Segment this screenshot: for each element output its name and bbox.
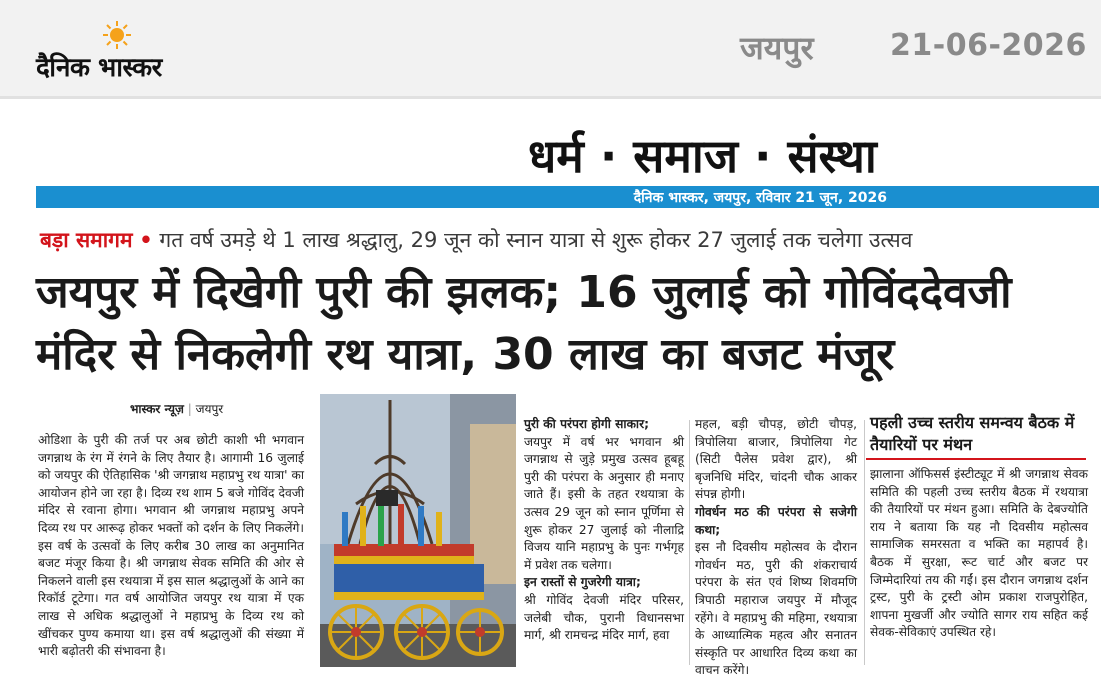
section-title: धर्म · समाज · संस्था <box>528 129 877 183</box>
sidebar-rule <box>866 458 1086 460</box>
article-column-3 <box>524 416 684 645</box>
byline-city: जयपुर <box>195 402 224 416</box>
column-4-text-2: इस नौ दिवसीय महोत्सव के दौरान गोवर्धन मठ, पुरी की शंकराचार्य परंपरा के संत एवं शिष्य शिवमणि त्रिपाठी महाराज जयपुर में मौजूद रहेंगे। वे महाप्रभु की महिमा, रथयात्रा के आध्यात्मिक महत्व और सनातन संस्कृति पर आधारित दिव्य कथा का वाचन करेंगे। <box>695 540 857 678</box>
headline: जयपुर में दिखेगी पुरी की झलक; 16 जुलाई को गोविंददेवजी मंदिर से निकलेगी रथ यात्रा, 30 लाख का बजट मंजूर <box>36 267 1012 380</box>
masthead-bar <box>0 0 1101 99</box>
chariot-image <box>320 394 516 667</box>
page-strip <box>36 186 1099 208</box>
byline-sep: | <box>187 402 196 416</box>
edition-city: जयपुर <box>740 29 814 67</box>
brand-name: दैनिक भास्कर <box>36 53 162 83</box>
column-4-text: महल, बड़ी चौपड़, छोटी चौपड़, त्रिपोलिया बाजार, त्रिपोलिया गेट (सिटी पैलेस प्रवेश द्वार), श्री बृजनिधि मंदिर, चांदनी चौक आकर संपन्न होगी। <box>695 417 857 502</box>
page-strip-text: दैनिक भास्कर, जयपुर, रविवार 21 जून, 2026 <box>633 190 887 206</box>
byline-source: भास्कर न्यूज़ <box>130 402 184 416</box>
brand-logo[interactable] <box>36 20 216 83</box>
sidebar-divider <box>864 420 865 665</box>
kicker-label: बड़ा समागम <box>40 228 133 252</box>
subhead-govardhan-math: गोवर्धन मठ की परंपरा से सजेगी कथा; <box>695 504 857 537</box>
sidebar-column <box>870 466 1088 642</box>
subhead-puri-tradition: पुरी की परंपरा होगी साकार; <box>524 417 649 431</box>
column-1-text: ओडिशा के पुरी की तर्ज पर अब छोटी काशी भी भगवान जगन्नाथ के रंग में रंगने के लिए तैयार है। आगामी 16 जुलाई को जयपुर की ऐतिहासिक 'श्री जगन्नाथ महाप्रभु रथ यात्रा' का आयोजन होने जा रहा है। दिव्य रथ शाम 5 बजे गोविंद देवजी मंदिर से रवाना होगा। भगवान श्री जगन्नाथ महाप्रभु अपने दिव्य रथ पर आरूढ़ होकर भक्तों को दर्शन के लिए निकलेंगे। इस वर्ष के उत्सवों के लिए करीब 30 लाख का अनुमानित बजट मंजूर किया है। श्री जगन्नाथ सेवक समिति की ओर से निकलने वाली इस रथयात्रा में इस साल श्रद्धालुओं के आने का रिकॉर्ड टूटेगा। गत वर्ष आयोजित जयपुर रथ यात्रा में एक लाख से अधिक श्रद्धालुओं ने महाप्रभु के दिव्य रथ को खींचकर पुण्य कमाया था। इस वर्ष श्रद्धालुओं की संख्या में भारी बढ़ोतरी की संभावना है। <box>38 433 305 659</box>
article-column-4 <box>695 416 857 680</box>
sun-icon <box>102 20 132 50</box>
article-column-1 <box>38 432 304 661</box>
kicker-text: गत वर्ष उमड़े थे 1 लाख श्रद्धालु, 29 जून को स्नान यात्रा से शुरू होकर 27 जुलाई तक चलेगा उत्सव <box>159 228 913 252</box>
subhead-route: इन रास्तों से गुजरेगी यात्रा; <box>524 575 641 590</box>
byline <box>130 400 223 417</box>
rath-photo <box>320 394 516 667</box>
column-3-text: जयपुर में वर्ष भर भगवान श्री जगन्नाथ से जुड़े प्रमुख उत्सव हूबहू पुरी की परंपरा के अनुसार ही मनाए जाते हैं। इसी के तहत रथयात्रा के उत्सव 29 जून को स्नान पूर्णिमा से शुरू होकर 27 जुलाई को नीलाद्रि विजय यानि महाप्रभु के पुनः गर्भगृह में प्रवेश तक चलेगा। <box>524 434 684 572</box>
sidebar-headline: पहली उच्च स्तरीय समन्वय बैठक में तैयारियों पर मंथन <box>870 413 1075 454</box>
kicker <box>40 226 912 254</box>
kicker-bullet: • <box>139 228 153 252</box>
sidebar-text: झालाना ऑफिसर्स इंस्टीट्यूट में श्री जगन्नाथ सेवक समिति की पहली उच्च स्तरीय बैठक में रथयात्रा की तैयारियों पर मंथन हुआ। समिति के देबज्योति राय ने बताया कि यह नौ दिवसीय महोत्सव सामाजिक समरसता व भक्ति का महापर्व है। बैठक में सुरक्षा, रूट चार्ट और बजट पर जिम्मेदारियां तय की गईं। इस दौरान जगन्नाथ दर्शन ट्रस्ट, पुरी के ट्रस्टी ओम प्रकाश राजपुरोहित, शापना मुखर्जी और ज्योति सागर राय सहित कई सेवक-सेविकाएं उपस्थित रहे। <box>870 467 1088 640</box>
column-divider <box>689 420 690 665</box>
edition-date: 21-06-2026 <box>890 28 1087 63</box>
column-3-text-2: श्री गोविंद देवजी मंदिर परिसर, जलेबी चौक, पुरानी विधानसभा मार्ग, श्री रामचन्द्र मंदिर मार्ग, हवा <box>524 592 684 643</box>
